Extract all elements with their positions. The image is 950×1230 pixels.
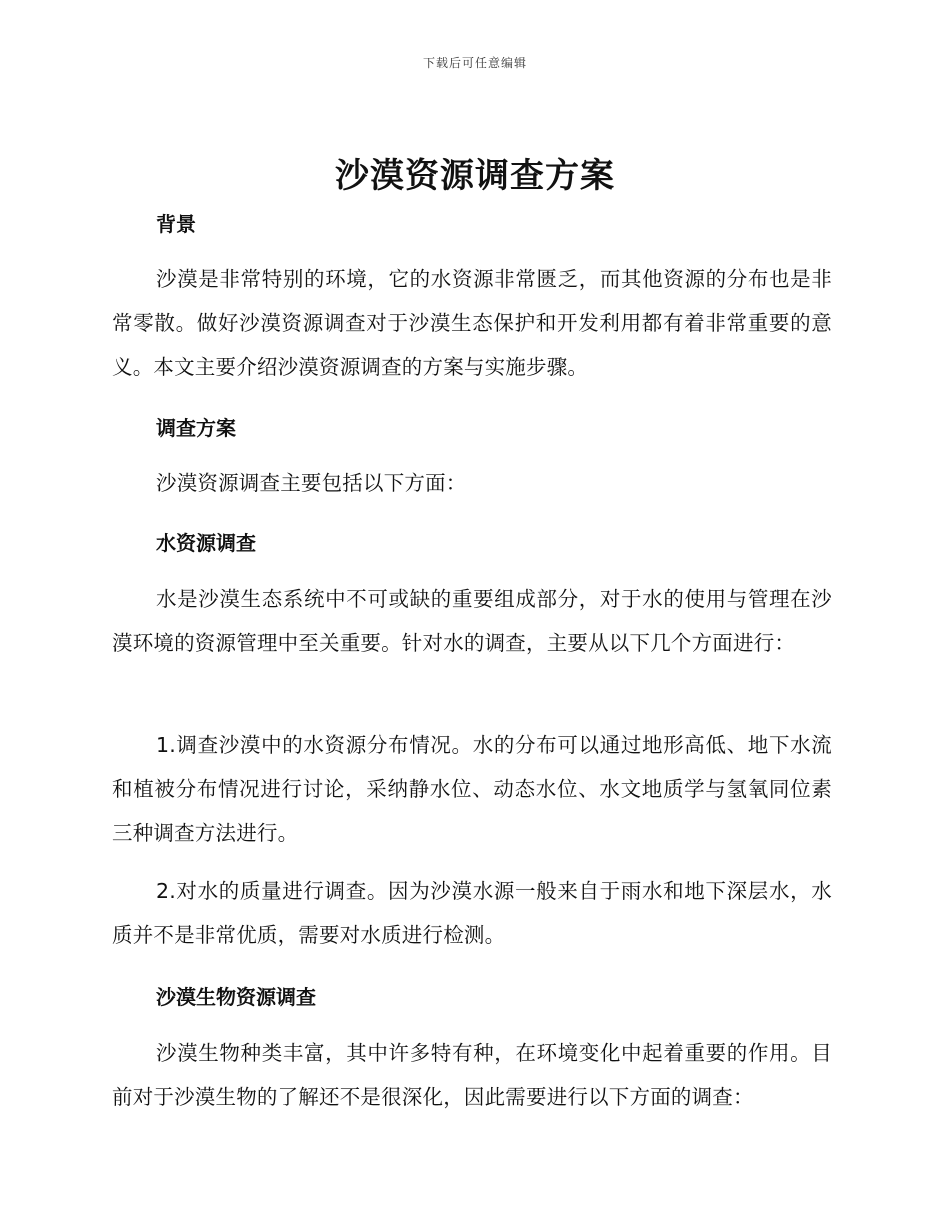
paragraph-plan-intro: 沙漠资源调查主要包括以下方面： <box>156 471 467 495</box>
section-heading-plan: 调查方案 <box>156 416 236 440</box>
paragraph-background: 沙漠是非常特别的环境，它的水资源非常匮乏，而其他资源的分布也是非常零散。做好沙漠资源调查对于沙漠生态保护和开发利用都有着非常重要的意义。本文主要介绍沙漠资源调查的方案与实施步骤。 <box>112 267 832 379</box>
document-title: 沙漠资源调查方案 <box>335 156 615 196</box>
section-heading-water: 水资源调查 <box>156 531 256 555</box>
section-heading-bio: 沙漠生物资源调查 <box>156 985 316 1009</box>
section-heading-background: 背景 <box>156 212 196 236</box>
paragraph-bio: 沙漠生物种类丰富，其中许多特有种，在环境变化中起着重要的作用。目前对于沙漠生物的了解还不是很深化，因此需要进行以下方面的调查： <box>112 1041 832 1109</box>
paragraph-water-item-2: 2.对水的质量进行调查。因为沙漠水源一般来自于雨水和地下深层水，水质并不是非常优质，需要对水质进行检测。 <box>112 879 832 947</box>
paragraph-water: 水是沙漠生态系统中不可或缺的重要组成部分，对于水的使用与管理在沙漠环境的资源管理中至关重要。针对水的调查，主要从以下几个方面进行： <box>112 587 832 655</box>
header-note: 下载后可任意编辑 <box>422 56 527 70</box>
paragraph-water-item-1: 1.调查沙漠中的水资源分布情况。水的分布可以通过地形高低、地下水流和植被分布情况进行讨论，采纳静水位、动态水位、水文地质学与氢氧同位素三种调查方法进行。 <box>112 733 832 845</box>
